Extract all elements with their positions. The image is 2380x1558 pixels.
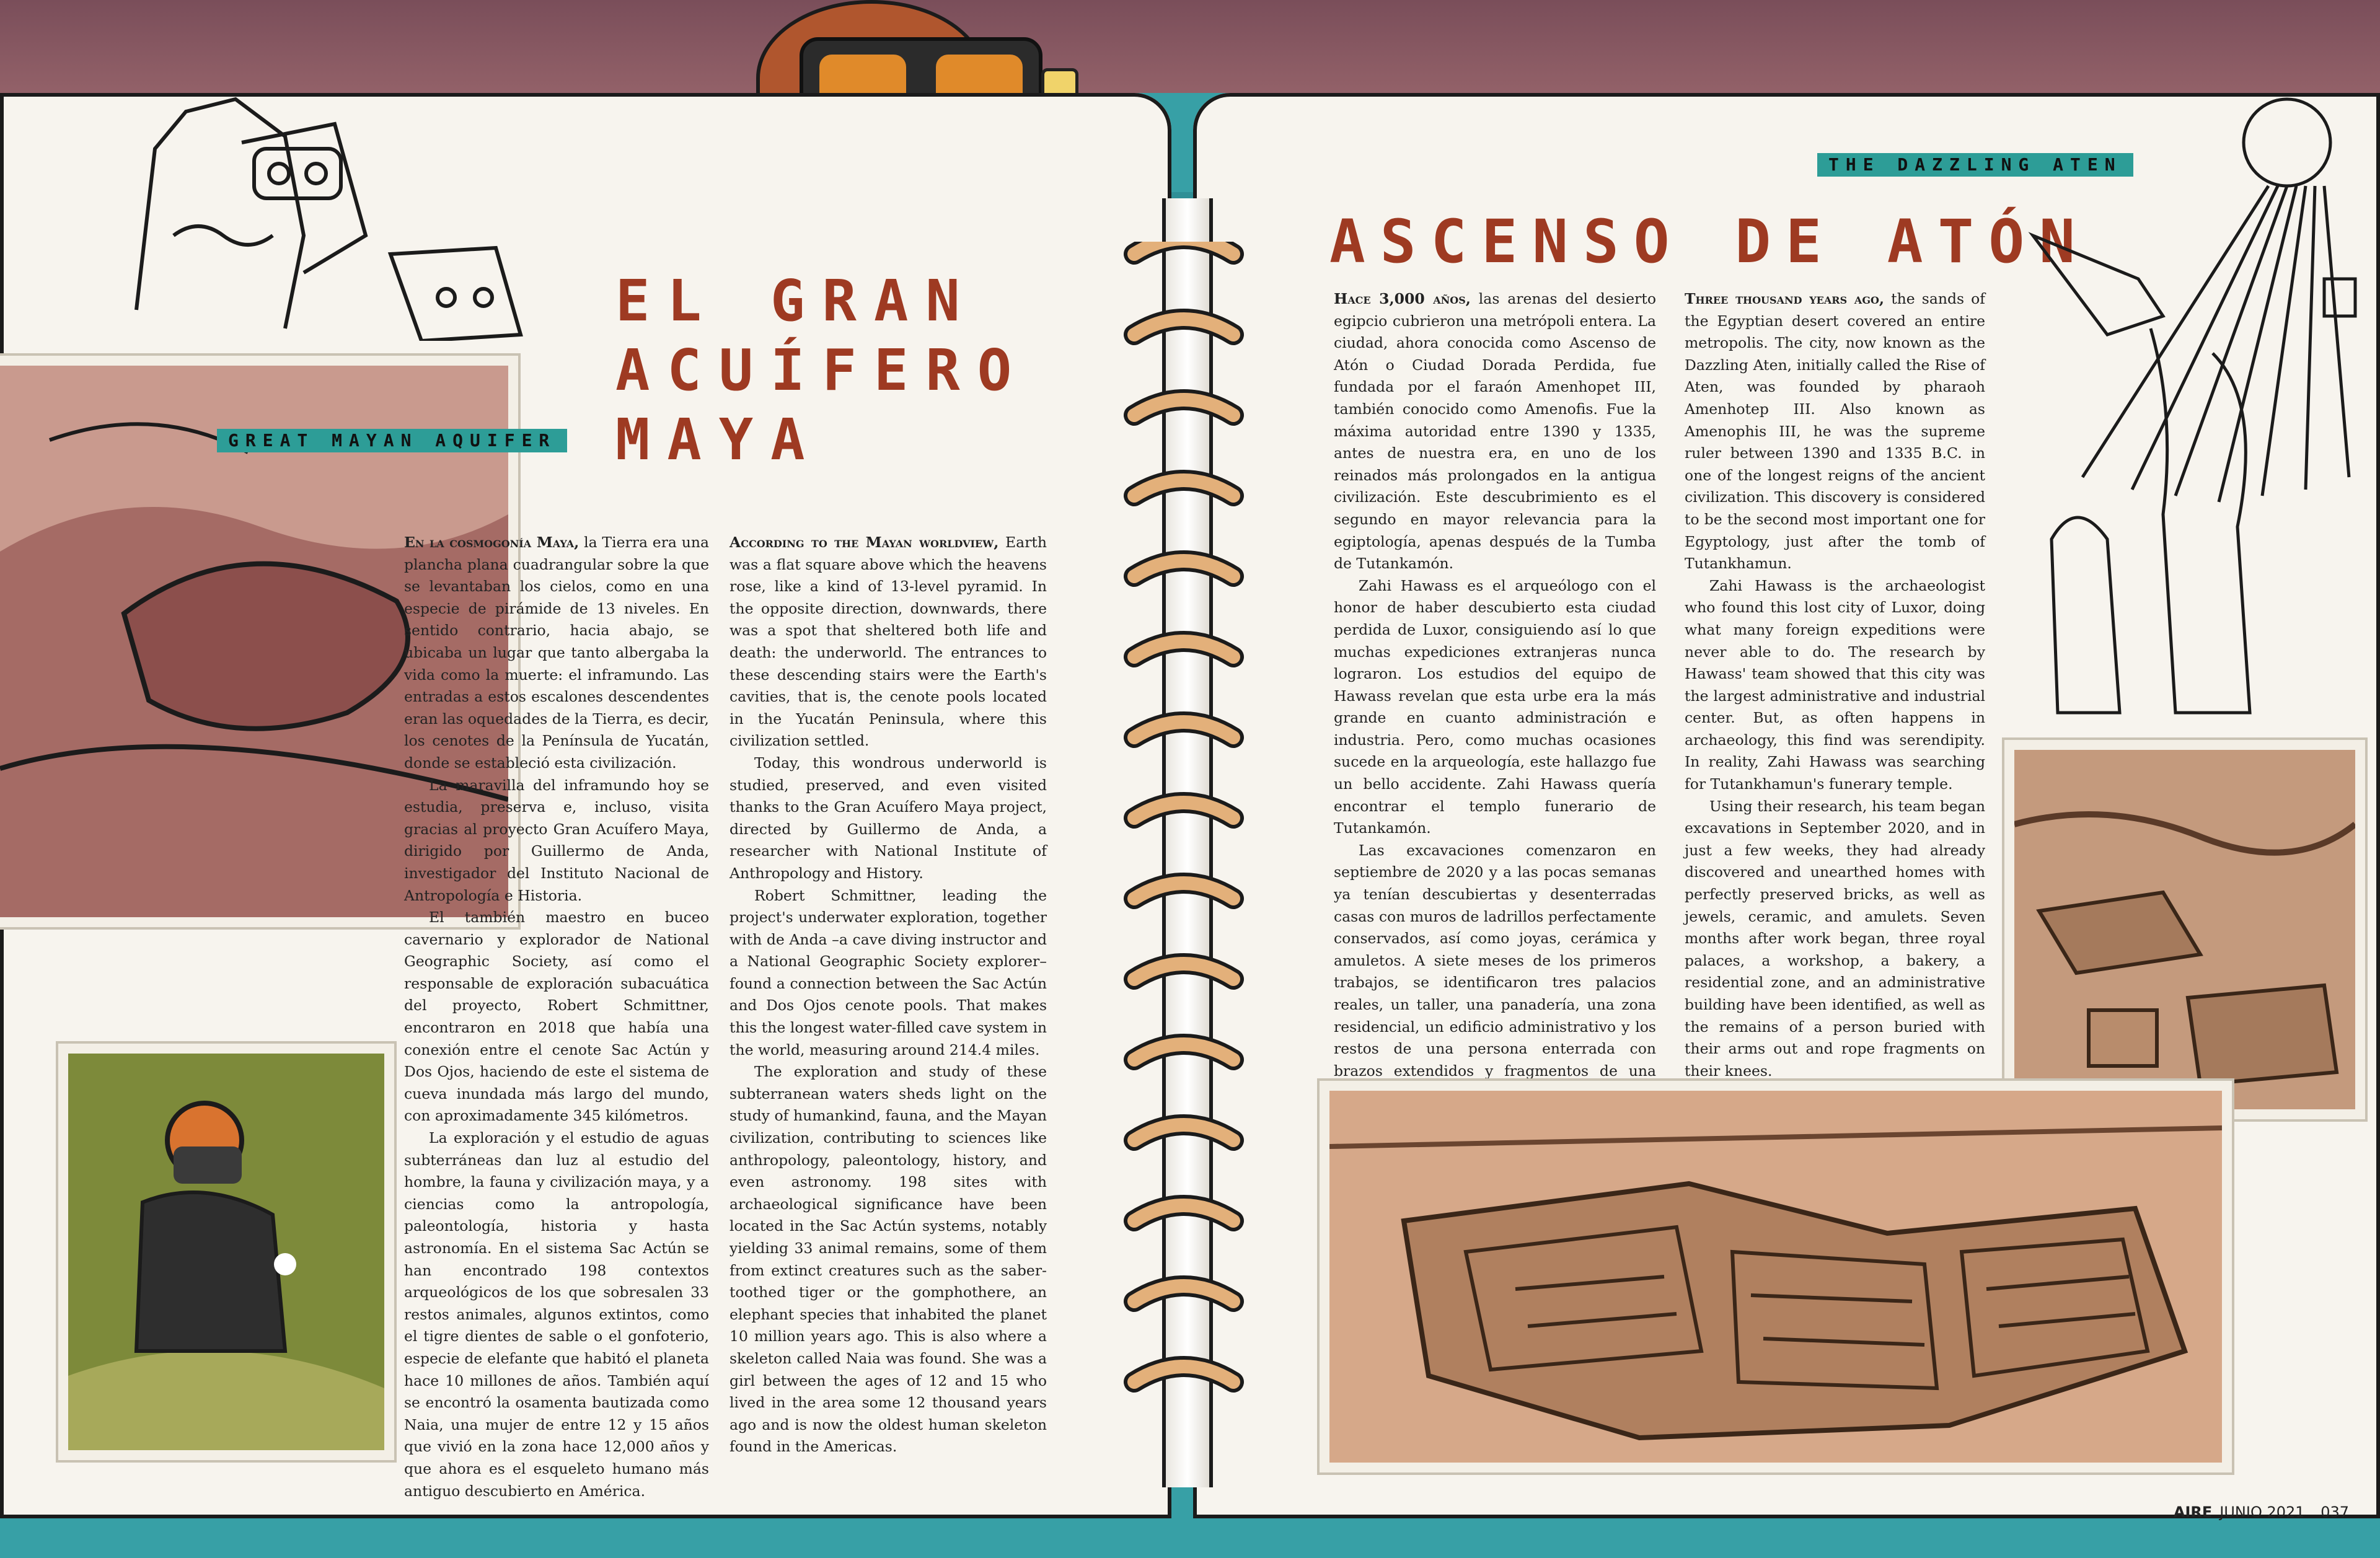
mayan-stele-sketch	[99, 50, 545, 341]
right-spanish-column: Hace 3,000 años, las arenas del desierto egipcio cubrieron una metrópoli entera. La ciudad, ahora conocida como Ascenso de Atón o Ciudad Dorada Perdida, fue fundada por el faraón Amenhopet III, también conocido como Amenofis. Fue la máxima autoridad entre 1390 y 1335, antes de nuestra era, en uno de los reinados más prolongados en la antigua civilización. Este descubrimiento es el segundo en mayor relevancia para la egiptología, apenas después de la Tumba de Tutankamón. Zahi Hawass es el arqueólogo con el honor de haber descubierto esta ciudad perdida de Luxor, consiguiendo así lo que muchas expediciones extranjeras nunca lograron. Los estudios del equipo de Hawass revelan que esta urbe era la más grande en cuanto administración e industria. Pero, como muchas ocasiones sucede en la arqueología, este hallazgo fue un bello accidente. Zahi Hawass quería encontrar el templo funerario de Tutankamón. Las excavaciones comenzaron en septiembre de 2020 y a las pocas semanas ya tenían descubiertas y desenterradas casas con muros de ladrillos perfectamente conservados, así como joyas, cerámica y amuletos. A siete meses de los primeros trabajos, se identificaron tres palacios reales, un taller, una panadería, una zona residencial, un edificio administrativo y los restos de una persona enterrada con brazos extendidos y fragmentos de una	[1334, 290, 1656, 1080]
left-spanish-column: En la cosmogonía Maya, la Tierra era una plancha plana cuadrangular sobre la que se levantaban los cielos, como en una especie de pirámide de 13 niveles. En sentido contrario, hacia abajo, se ubicaba un lugar que tanto albergaba la vida como la muerte: el inframundo. Las entradas a estos escalones descendentes eran las oquedades de la Tierra, es decir, los cenotes de la Península de Yucatán, donde se estableció esta civilización. La maravilla del inframundo hoy se estudia, preserva e, incluso, visita gracias al proyecto Gran Acuífero Maya, dirigido por Guillermo de Anda, investigador del Instituto Nacional de Antropología e Historia. El también maestro en buceo cavernario y explorador de National Geographic Society, así como el responsable de exploración subacuática del proyecto, Robert Schmittner, encontraron en 2018 que había una conexión entre el cenote Sac Actún y Dos Ojos, haciendo de este el sistema de cueva inundada más largo del mundo, con aproximadamente 345 kilómetros. La exploración y el estudio de aguas subterráneas dan luz al estudio del hombre, la fauna y civilización maya, y a ciencias como la antropología, paleontología, historia y hasta astronomía. En el sistema Sac Actún se han encontrado 198 contextos arqueológicos de los que sobresalen 33 restos animales, algunos extintos, como el tigre dientes de sable o el gonfoterio, especie de elefante que habitó el planeta hace 10 millones de años. También aquí se encontró la osamenta bautizada como Naia, una mujer de entre 12 y 15 años que vivió en la zona hace 12,000 años y que ahora es el esqueleto humano más antiguo descubierto en América.	[404, 534, 710, 1500]
diver-photo-illustration	[68, 1054, 384, 1450]
excavation-photo-small	[2014, 750, 2355, 1109]
left-english-column: According to the Mayan worldview, Earth was a flat square above which the heavens rose, like a kind of 13-level pyramid. In the opposite direction, downwards, there was a spot that sheltered both life and death: the underworld. The entrances to these descending stairs were the Earth's cavities, that is, the cenote pools located in the Yucatán Peninsula, where this civilization settled. Today, this wondrous underworld is studied, preserved, and even visited thanks to the Gran Acuífero Maya project, directed by Guillermo de Anda, a researcher with National Institute of Anthropology and History. Robert Schmittner, leading the project's underwater exploration, together with de Anda –a cave diving instructor and a National Geographic Society explorer– found a connection between the Sac Actún and Dos Ojos cenote pools. That makes this the longest water-filled cave system in the world, measuring around 214.4 miles. The exploration and study of these subterranean waters sheds light on the study of humankind, fauna, and the Mayan civilization, contributing to sciences like anthropology, paleontology, history, and even astronomy. 198 sites with archaeological significance have been located in the Sac Actún systems, notably yielding 33 animal remains, some of them from extinct creatures such as the saber-toothed tiger or the gomphothere, an elephant species that inhabited the planet 10 million years ago. This is also where a skeleton called Naia was found. She was a girl between the ages of 12 and 15 who lived in the area some 12 thousand years ago and is now the oldest human skeleton found in the Americas.	[729, 534, 1047, 1456]
left-section-tag: GREAT MAYAN AQUIFER	[217, 429, 567, 452]
title-line: EL GRAN	[615, 268, 977, 334]
right-section-tag: THE DAZZLING ATEN	[1817, 153, 2133, 177]
left-page-title	[615, 266, 1029, 475]
magazine-brand: AIRE	[2173, 1503, 2213, 1521]
right-page-title: ASCENSO DE ATÓN	[1329, 207, 2090, 276]
page-footer	[2174, 1503, 2349, 1521]
page-number: 037	[2320, 1503, 2349, 1521]
right-english-column: Three thousand years ago, the sands of the Egyptian desert covered an entire metropolis. The city, now known as the Dazzling Aten, initially called the Rise of Aten, was founded by pharaoh Amenhotep III. Also known as Amenophis III, he was the supreme ruler between 1390 and 1335 B.C. in one of the longest reigns of the ancient civilization. This discovery is considered to be the second most important one for Egyptology, just after the tomb of Tutankhamun. Zahi Hawass is the archaeologist who found this lost city of Luxor, doing what many foreign expeditions were never able to do. The research by Hawass' team showed that this city was the largest administrative and industrial center. But, as often happens in archaeology, this find was serendipity. In reality, Zahi Hawass was searching for Tutankhamun's funerary temple. Using their research, his team began excavations in September 2020, and in just a few weeks, they had already discovered and unearthed homes with perfectly preserved bricks, as well as jewels, ceramic, and amulets. Seven months after work began, three royal palaces, a workshop, a bakery, a residential zone, and an administrative building have been identified, as well as the remains of a person buried with their arms out and rope fragments on their knees.	[1685, 290, 1985, 1080]
excavation-photo-large	[1329, 1091, 2222, 1463]
title-line: MAYA	[615, 407, 822, 473]
akhenaten-sun-sketch	[2014, 93, 2374, 725]
title-line: ACUÍFERO	[615, 337, 1029, 404]
issue-date: JUNIO 2021	[2219, 1503, 2305, 1521]
spiral-rings	[1116, 242, 1252, 1419]
